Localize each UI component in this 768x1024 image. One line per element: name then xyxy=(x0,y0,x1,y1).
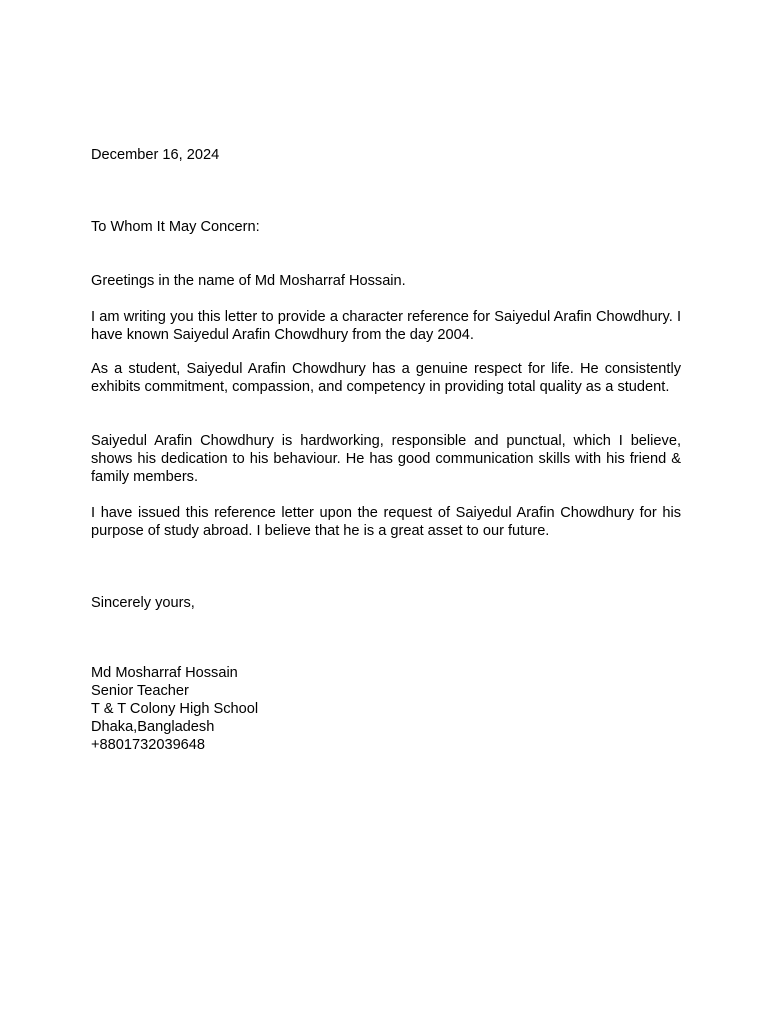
signature-name: Md Mosharraf Hossain xyxy=(91,665,238,681)
signature-location: Dhaka,Bangladesh xyxy=(91,719,215,735)
signature-title: Senior Teacher xyxy=(91,683,189,699)
letter-salutation: To Whom It May Concern: xyxy=(91,219,260,235)
letter-paragraph-2: As a student, Saiyedul Arafin Chowdhury has a genuine respect for life. He consistently exhibits commitment, compassion, and competency in providing total quality as a student. xyxy=(91,361,681,395)
letter-paragraph-1: I am writing you this letter to provide a character reference for Saiyedul Arafin Chowdhury. I have known Saiyedul Arafin Chowdhury from the day 2004. xyxy=(91,309,681,343)
signature-block xyxy=(91,664,491,754)
letter-date: December 16, 2024 xyxy=(91,147,220,163)
letter-paragraph-3: Saiyedul Arafin Chowdhury is hardworking, responsible and punctual, which I believe, shows his dedication to his behaviour. He has good communication skills with his friend & family members. xyxy=(91,433,681,485)
signature-organization: T & T Colony High School xyxy=(91,701,259,717)
letter-paragraph-4: I have issued this reference letter upon the request of Saiyedul Arafin Chowdhury for his purpose of study abroad. I believe that he is a great asset to our future. xyxy=(91,505,681,539)
letter-greeting: Greetings in the name of Md Mosharraf Hossain. xyxy=(91,273,406,289)
letter-closing: Sincerely yours, xyxy=(91,595,195,611)
signature-phone: +8801732039648 xyxy=(91,737,206,753)
